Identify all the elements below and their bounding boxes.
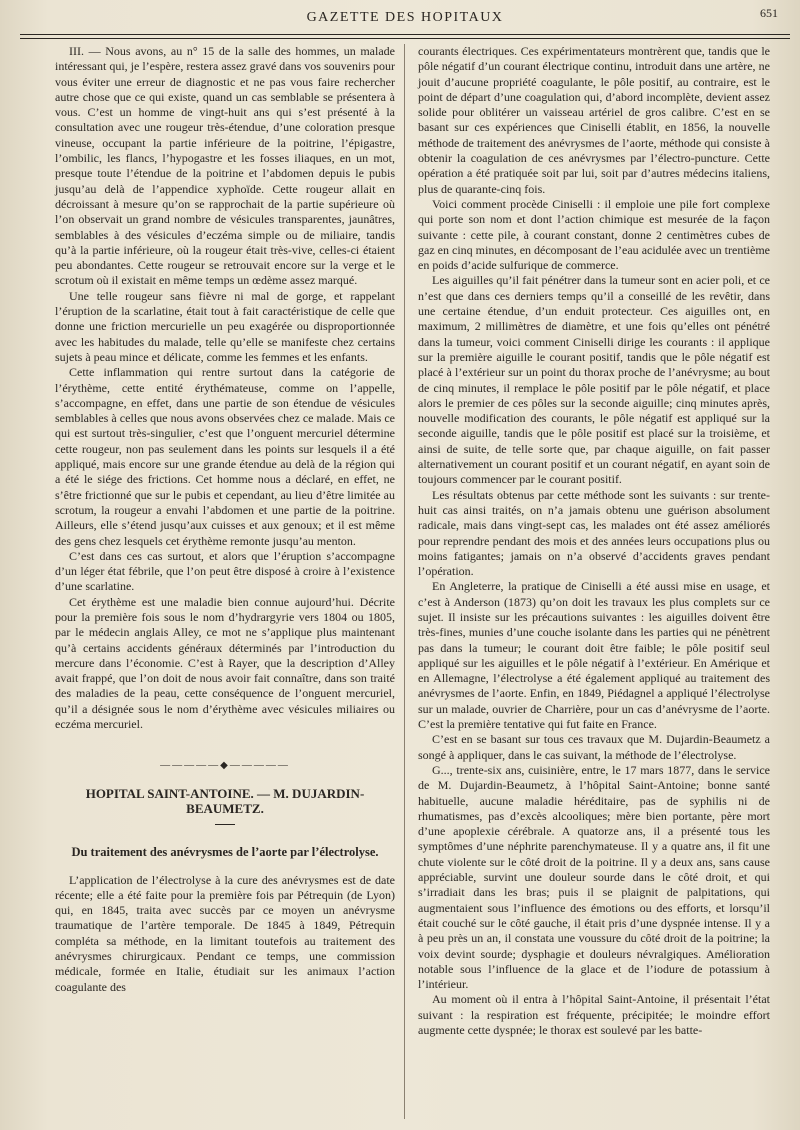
paragraph: Une telle rougeur sans fièvre ni mal de gorge, et rappelant l’éruption de la scarlatine, était tout à fait caractéristique de celle que donne une friction mercurielle un peu exagérée ou disproportionnée avec les habitudes du malade, telle qu’elle se manifeste chez certains sujets à peau mince et délicate, comme les femmes et les enfants. [55,288,395,364]
paragraph: En Angleterre, la pratique de Ciniselli a été aussi mise en usage, et c’est à Anderson (1873) qu’on doit les travaux les plus complets sur ce sujet. Il insiste sur les précautions suivantes : les aiguilles doivent être très-fines, munies d’une couche isolante dans les parties qui ne pénètrent pas dans la tumeur; le courant doit être faible; le pôle positif seul appliqué sur les aiguilles et le pôle négatif à l’extérieur. En Amérique et en Allemagne, l’électrolyse a été également appliqué au traitement des anévrysmes de l’aorte. Enfin, en 1849, Piédagnel a appliqué l’électrolyse sur un malade, ouvrier de Charrière, pour un cas d’anévrysme de l’aorte. C’est la première tentative qui fut faite en France. [418,579,770,732]
paragraph: Au moment où il entra à l’hôpital Saint-Antoine, il présentait l’état suivant : la respiration est fréquente, précipitée; le moindre effort augmente cette dyspnée; le thorax est soulevé par les batte- [418,992,770,1037]
right-column [418,44,770,1038]
column-divider [404,44,405,1119]
paragraph: Les résultats obtenus par cette méthode sont les suivants : sur trente-huit cas ainsi traités, on n’a jamais obtenu une guérison absolument radicale, mais dans vingt-sept cas, les malades ont été assez améliorés pour reprendre pendant des mois et des années leurs occupations plus ou moins fatigantes; jamais on n’a observé d’accidents graves pendant l’opération. [418,487,770,579]
paragraph: Voici comment procède Ciniselli : il emploie une pile fort complexe qui porte son nom et dont l’action chimique est mesurée de la façon suivante : cette pile, à courant constant, donne 2 centimètres cubes de gaz en cinq minutes, en décomposant de l’eau acidulée avec un trentième en poids d’acide sulfurique de commerce. [418,196,770,273]
paragraph: G..., trente-six ans, cuisinière, entre, le 17 mars 1877, dans le service de M. Dujardin-Beaumetz, à l’hôpital Saint-Antoine; bonne santé habituelle, aucune maladie héréditaire, pas de syphilis ni de rhumatismes, pas d’excès alcooliques; mère bien portante, père mort d’une apoplexie cérébrale. A quatorze ans, il a présenté tous les symptômes d’une néphrite parenchymateuse. Il y a quatre ans, il fit une chute violente sur le côté droit de la poitrine. Il y a deux ans, sans cause appréciable, survint une douleur sourde dans le côté droit, et qui s’irradiait dans les bras; puis il se plaignit de palpitations, qui augmentaient sous l’influence des émotions ou des efforts, et lorsqu’il était couché sur le côté gauche, il était pris d’une dyspnée intense. Il y a à peu près un an, il constata une voussure du côté droit de la poitrine; la voix devint sourde; dysphagie et douleurs névralgiques. Amélioration notable sous l’influence de la glace et de l’iodure de potassium à l’intérieur. [418,762,770,992]
left-column [55,44,395,995]
paragraph: C’est en se basant sur tous ces travaux que M. Dujardin-Beaumetz a songé à appliquer, dans le cas suivant, la méthode de l’électrolyse. [418,732,770,762]
paragraph-continued: courants électriques. Ces expérimentateurs montrèrent que, tandis que le pôle négatif d’un courant électrique continu, introduit dans une artère, ne jouit d’aucune propriété coagulante, le pôle positif, au contraire, est le point de départ d’une coagulation qui, d’abord incomplète, devient assez solide pour oblitérer un vaisseau artériel de gros calibre. C’est en se basant sur ces expériences que Ciniselli établit, en 1856, la nouvelle méthode de traitement des anévrysmes de l’aorte, méthode qui consiste à obtenir la coagulation de ces anévrysmes par l’électro-puncture. Cette opération a été pratiquée soit par lui, soit par d’autres médecins italiens, plus de quarante-cinq fois. [418,44,770,196]
paragraph: Cette inflammation qui rentre surtout dans la catégorie de l’érythème, cette entité érythémateuse, comme on l’appelle, s’accompagne, en effet, dans une partie de son étendue de vésicules semblables à celles que nous avons observées chez ce malade. Mais ce qui est surtout très-singulier, c’est que l’onguent mercuriel détermine cette rougeur, non pas seulement dans les points sur lesquels il a été appliqué, mais encore sur une grande étendue au delà de la région qui a été le siége des frictions. Cet homme nous a déclaré, en effet, ne s’être frictionné que sur le pubis et cependant, au lieu d’être limitée au scrotum, la rougeur a envahi l’abdomen et une partie de la poitrine. Ailleurs, elle s’étend jusqu’aux cuisses et aux genoux; et il est même des gens chez lesquels cet érythème remonte jusqu’au menton. [55,365,395,548]
page-header [20,4,790,34]
paragraph: C’est dans ces cas surtout, et alors que l’éruption s’accompagne d’un léger état fébrile, que l’on peut être disposé à croire à l’existence d’une scarlatine. [55,548,395,594]
page-number: 651 [760,6,778,20]
section-ornament: —————◆————— [160,760,290,772]
paragraph: L’application de l’électrolyse à la cure des anévrysmes est de date récente; elle a été faite pour la première fois par Pétrequin (de Lyon) qui, en 1845, traita avec succès par ce moyen un anévrysme traumatique de l’artère temporale. De 1845 à 1849, Pétrequin compléta sa méthode, en la limitant toutefois au traitement des anévrysmes chirurgicaux. Pendant ce temps, une commission médicale, formée en Italie, étudiait sur les animaux l’action coagulante des [55,872,395,994]
masthead-title: GAZETTE DES HOPITAUX [306,10,504,25]
header-rule [20,34,790,39]
article-title: Du traitement des anévrysmes de l’aorte par l’électrolyse. [71,845,379,860]
section-heading: HOPITAL SAINT-ANTOINE. — M. DUJARDIN-BEAUMETZ. [85,785,365,816]
section-short-rule [215,824,235,825]
paragraph: III. — Nous avons, au n° 15 de la salle des hommes, un malade intéressant qui, je l’espère, restera assez gravé dans vos souvenirs pour vous éviter une erreur de diagnostic et ne pas vous faire rechercher autre chose que ce qui existe, quand un cas semblable se présentera à vous. C’est un homme de vingt-huit ans qui s’est présenté à la consultation avec une rougeur très-étendue, d’une coloration presque vineuse, occupant la partie inférieure de la poitrine, l’épigastre, l’ombilic, les flancs, l’hypogastre et les fosses iliaques, en un mot, presque toute l’étendue de la poitrine et l’abdomen depuis le pubis jusqu’au delà de l’appendice xyphoïde. Cette rougeur allait en décroissant à mesure qu’on se rapprochait de la partie supérieure où l’on observait un grand nombre de vésicules transparentes, jaunâtres, semblables à des vésicules d’eczéma simple ou de miliaire, tandis qu’à la partie inférieure, où la rougeur était très-vive, celles-ci étaient peu abondantes. Cette rougeur se retrouvait encore sur la verge et le scrotum où il existait en même temps un œdème assez marqué. [55,44,395,288]
paragraph: Cet érythème est une maladie bien connue aujourd’hui. Décrite pour la première fois sous le nom d’hydrargyrie vers 1804 ou 1805, par le médecin anglais Alley, ce mot ne s’applique plus maintenant qu’à certains accidents généraux déterminés par l’introduction du mercure dans l’économie. C’est à Rayer, que la description d’Alley avait frappé, que l’on doit de nous avoir fait connaître, dans son traité des maladies de la peau, cette conséquence de l’onguent mercuriel, qu’il a désignée sous le nom d’érythème avec vésicules miliaires ou eczéma mercuriel. [55,594,395,732]
paragraph: Les aiguilles qu’il fait pénétrer dans la tumeur sont en acier poli, et ce n’est que dans ces derniers temps qu’il a conseillé de les revêtir, dans une certaine étendue, d’un enduit protecteur. Ces aiguilles ont, en maximum, 2 millimètres de diamètre, et une fois qu’elles ont pénétré dans la tumeur, voici comment Ciniselli dirige les courants : il applique sur la première aiguille le courant positif, tandis que le pôle négatif est placé à l’extérieur sur un point du thorax proche de l’anévrysme; au bout de cinq minutes, il remplace le pôle positif par le pôle négatif, et place alors le premier de ces pôles sur la seconde aiguille; cinq minutes après, nouvelle modification des courants, le pôle négatif est appliqué sur la seconde aiguille, tandis que le pôle positif est placé sur la troisième, et ainsi de suite, de telle sorte que, par chaque aiguille, on fait passer alternativement un courant positif et un courant négatif, en ayant soin de toujours commencer par le courant positif. [418,273,770,487]
